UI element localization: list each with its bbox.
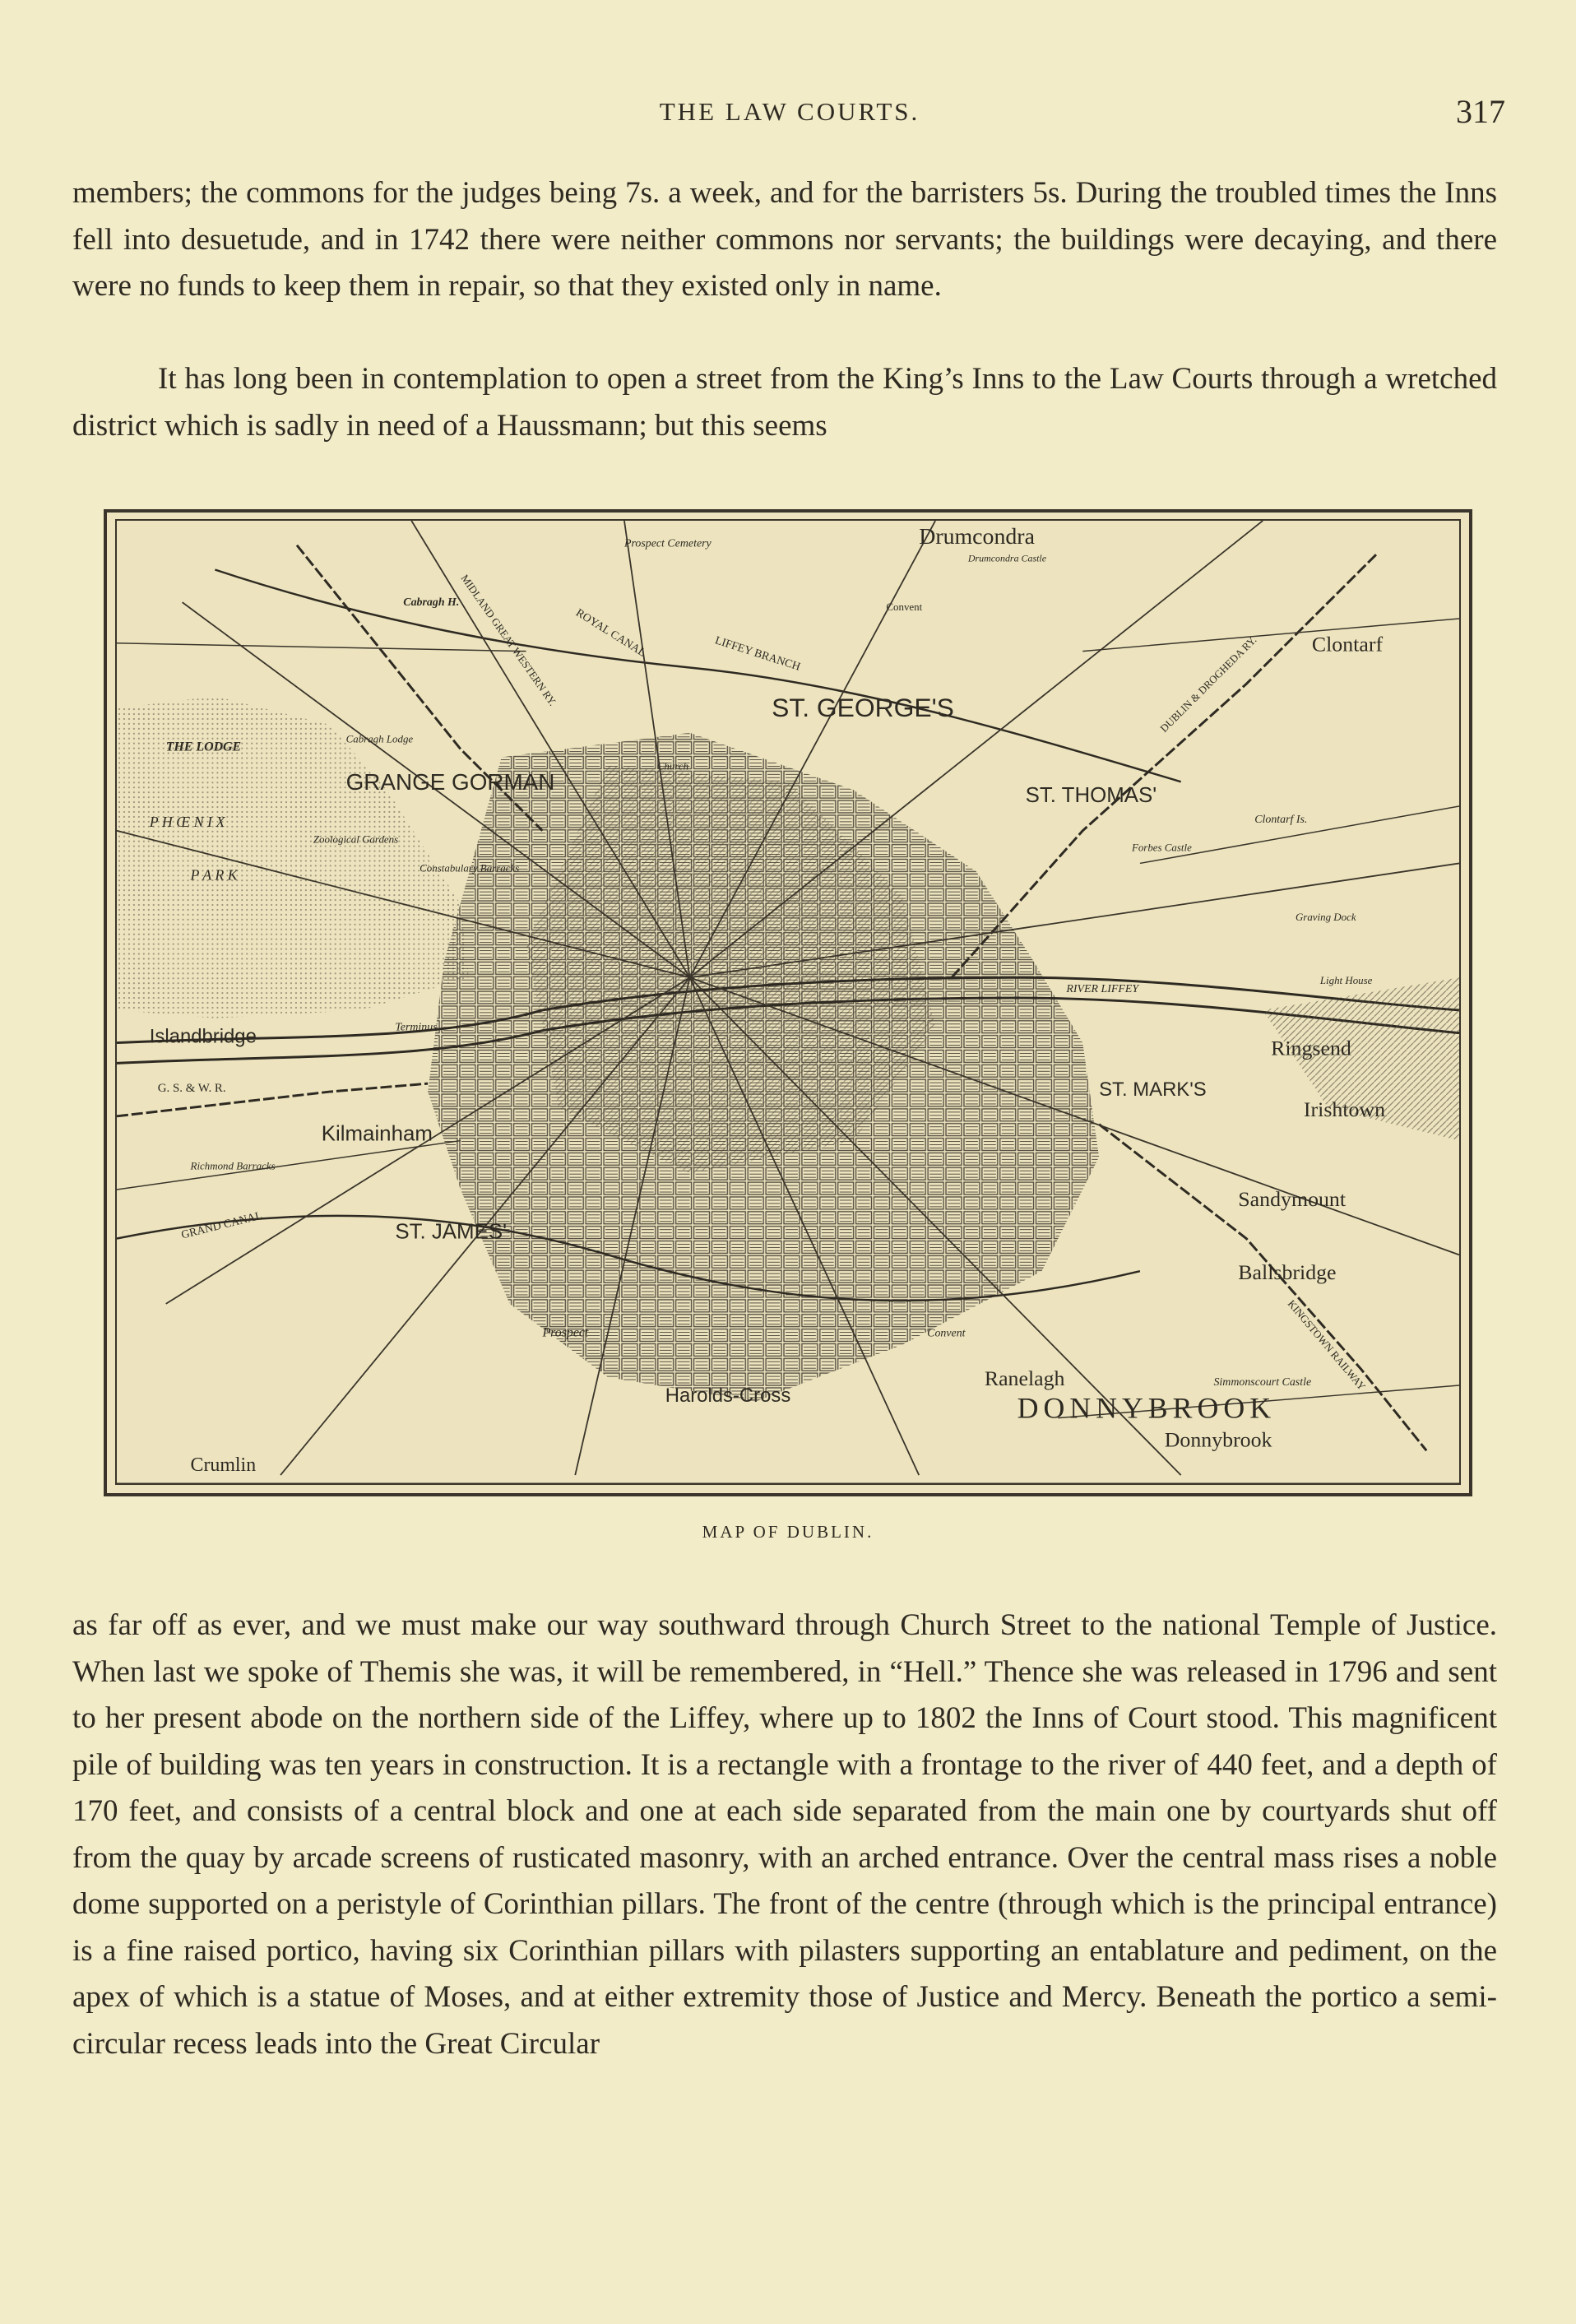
map-label-royal-canal: ROYAL CANAL [573,606,648,660]
map-label-forbes-castle: Forbes Castle [1131,841,1192,854]
paragraph-2: It has long been in contemplation to open a street from the King’s Inns to the Law Courts through a wretched district which is sadly in need of a Haussmann; but this seems [72,362,1497,443]
map-label-grange-gorman: GRANGE GORMAN [345,769,555,796]
paragraph-3: as far off as ever, and we must make our way southward through Church Street to the national Temple of Justice. When last we spoke of Themis she was, it will be remembered, in “Hell.” Thence she was released in 1796 and sent to her present abode on the northern side of the Liffey, where up to 1802 the Inns of Court stood. This magnificent pile of building was ten years in construction. It is a rectangle with a frontage to the river of 440 feet, and a depth of 170 feet, and consists of a central block and one at each side separated from the main one by courtyards shut off from the quay by arcade screens of rusticated masonry, with an arched entrance. Over the central mass rises a noble dome supported on a peristyle of Corinthian pillars. The front of the centre (through which is the principal entrance) is a fine raised portico, having six Corinthian pillars with pilasters supporting an entablature and pediment, on the apex of which is a statue of Moses, and at either extremity those of Justice and Mercy. Beneath the portico a semi-circular recess leads into the Great Circular [72,1608,1497,2061]
map-label-clontarf: Clontarf [1311,632,1384,656]
map-label-prospect: Prospect [542,1325,589,1340]
map-label-prospect-cemetery: Prospect Cemetery [623,537,712,550]
map-label-ringsend: Ringsend [1271,1036,1351,1060]
map-of-dublin [104,509,1472,1496]
map-label-drumcondra-castle: Drumcondra Castle [967,552,1047,564]
paragraph-1: members; the commons for the judges being 7s. a week, and for the barristers 5s. During the troubled times the Inns fell into desuetude, and in 1742 there were neither commons nor servants; the buildings were decaying, and there were no funds to keep them in repair, so that they existed only in name. [72,176,1497,303]
map-label-donnybrook-district: DONNYBROOK [1017,1391,1277,1425]
map-label-terminus: Terminus [395,1021,438,1034]
map-label-kilmainham: Kilmainham [321,1122,433,1146]
map-label-midland-great-western: MIDLAND GREAT WESTERN RY. [458,572,559,708]
map-label-the-lodge: THE LODGE [165,740,242,754]
map-label-st-marks: ST. MARK'S [1099,1079,1207,1102]
map-label-irishtown: Irishtown [1303,1097,1386,1121]
map-label-zoological-gardens: Zoological Gardens [313,833,399,846]
map-label-light-house: Light House [1319,974,1373,987]
map-label-cabragh-h: Cabragh H. [403,596,460,610]
map-label-park: P A R K [190,866,238,884]
running-title: THE LAW COURTS. [659,97,920,126]
map-drawing [117,521,1459,1483]
map-label-gswr: G. S. & W. R. [157,1082,226,1096]
map-label-richmond-barracks: Richmond Barracks [190,1159,276,1172]
map-label-convent-south: Convent [927,1327,966,1340]
map-label-ranelagh: Ranelagh [984,1366,1065,1391]
map-label-st-georges: ST. GEORGE'S [772,693,954,722]
map-label-church: Church [656,759,689,772]
map-caption: MAP OF DUBLIN. [702,1522,874,1542]
map-label-donnybrook: Donnybrook [1164,1427,1272,1452]
map-label-clontarf-is: Clontarf Is. [1254,813,1308,826]
map-label-kingstown-railway: KINGSTOWN RAILWAY [1285,1297,1369,1393]
map-label-graving-dock: Graving Dock [1295,910,1356,923]
map-label-phoenix: P H Œ N I X [149,813,225,830]
map-plate [115,519,1461,1485]
page-header [74,92,1505,133]
map-label-sandymount: Sandymount [1238,1186,1347,1211]
map-label-ballsbridge: Ballsbridge [1238,1260,1337,1285]
map-label-st-james: ST. JAMES' [395,1220,508,1244]
page-number: 317 [1456,93,1505,130]
map-label-simmonscourt-castle: Simmonscourt Castle [1213,1376,1312,1389]
map-label-cabragh-lodge: Cabragh Lodge [345,732,414,745]
map-label-dublin-drogheda: DUBLIN & DROGHEDA RY. [1157,633,1259,735]
map-label-grand-canal: GRAND CANAL [179,1209,264,1242]
map-label-convent: Convent [886,601,923,614]
map-label-crumlin: Crumlin [190,1454,257,1477]
map-label-river-liffey: RIVER LIFFEY [1066,983,1139,996]
map-label-st-thomas: ST. THOMAS' [1025,784,1157,808]
map-label-drumcondra: Drumcondra [919,523,1035,550]
map-label-liffey-branch: LIFFEY BRANCH [713,634,802,674]
map-label-islandbridge: Islandbridge [149,1025,257,1048]
map-label-constabulary-barracks: Constabulary Barracks [419,861,520,874]
map-label-harolds-cross: Harolds-Cross [665,1384,791,1407]
